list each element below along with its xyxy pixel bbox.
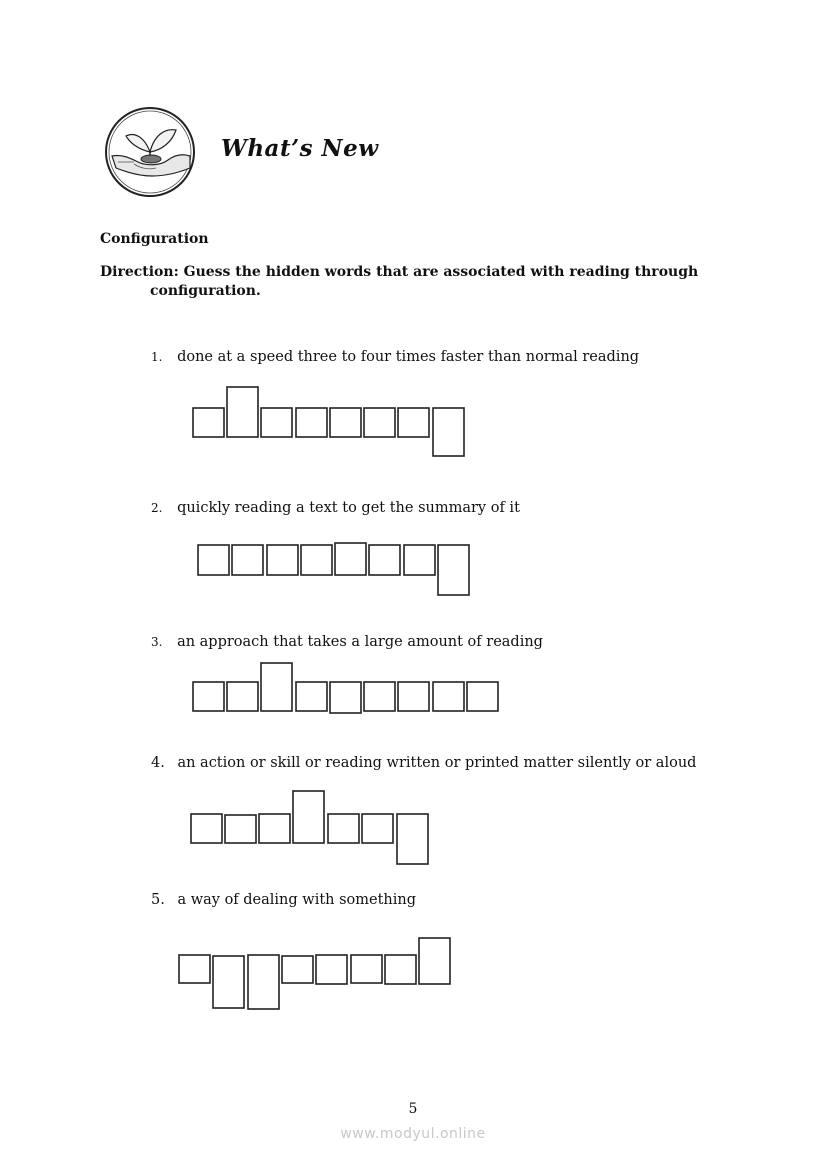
letter-box bbox=[267, 545, 298, 575]
letter-box bbox=[193, 682, 224, 711]
word-config-5 bbox=[179, 938, 450, 1009]
letter-box bbox=[364, 408, 395, 437]
letter-box bbox=[397, 814, 428, 864]
item-number: 4. bbox=[151, 755, 165, 771]
letter-box bbox=[198, 545, 229, 575]
letter-box bbox=[213, 956, 244, 1008]
letter-box bbox=[351, 955, 382, 983]
letter-box bbox=[330, 682, 361, 713]
letter-box bbox=[193, 408, 224, 437]
letter-box bbox=[335, 543, 366, 575]
word-config-1 bbox=[193, 387, 464, 456]
item-number: 3. bbox=[151, 635, 163, 649]
letter-box bbox=[433, 408, 464, 456]
letter-box bbox=[398, 682, 429, 711]
letter-box bbox=[282, 956, 313, 983]
item-text: an action or skill or reading written or printed matter silently or aloud bbox=[177, 755, 697, 771]
letter-box bbox=[296, 682, 327, 711]
letter-box bbox=[419, 938, 450, 984]
letter-box bbox=[293, 791, 324, 843]
letter-box bbox=[404, 545, 435, 575]
item-text: done at a speed three to four times faster than normal reading bbox=[177, 349, 640, 365]
letter-box bbox=[362, 814, 393, 843]
direction-line-2: configuration. bbox=[150, 283, 261, 299]
letter-box bbox=[261, 663, 292, 711]
letter-box bbox=[467, 682, 498, 711]
letter-box bbox=[301, 545, 332, 575]
letter-box bbox=[227, 682, 258, 711]
letter-box bbox=[438, 545, 469, 595]
letter-box bbox=[225, 815, 256, 843]
word-config-3 bbox=[193, 663, 498, 713]
letter-box bbox=[328, 814, 359, 843]
item-text: an approach that takes a large amount of reading bbox=[177, 634, 543, 650]
item-number: 2. bbox=[151, 501, 163, 515]
direction-line-1: Direction: Guess the hidden words that are associated with reading through bbox=[100, 264, 699, 280]
letter-box bbox=[227, 387, 258, 437]
item-number: 5. bbox=[151, 892, 165, 908]
item-number: 1. bbox=[151, 350, 163, 364]
letter-box bbox=[232, 545, 263, 575]
letter-box bbox=[316, 955, 347, 984]
letter-box bbox=[248, 955, 279, 1009]
letter-box bbox=[330, 408, 361, 437]
item-text: quickly reading a text to get the summary of it bbox=[177, 500, 520, 516]
letter-box bbox=[369, 545, 400, 575]
letter-box bbox=[191, 814, 222, 843]
letter-box bbox=[433, 682, 464, 711]
letter-box bbox=[261, 408, 292, 437]
letter-box bbox=[398, 408, 429, 437]
letter-box bbox=[259, 814, 290, 843]
watermark-text: www.modyul.online bbox=[340, 1126, 486, 1142]
letter-box bbox=[179, 955, 210, 983]
word-config-4 bbox=[191, 791, 428, 864]
section-title: Configuration bbox=[100, 231, 209, 247]
word-config-2 bbox=[198, 543, 469, 595]
item-text: a way of dealing with something bbox=[177, 892, 417, 908]
letter-box bbox=[296, 408, 327, 437]
page-number: 5 bbox=[408, 1101, 418, 1117]
letter-box bbox=[364, 682, 395, 711]
letter-box bbox=[385, 955, 416, 984]
page-title: What’s New bbox=[221, 135, 379, 162]
